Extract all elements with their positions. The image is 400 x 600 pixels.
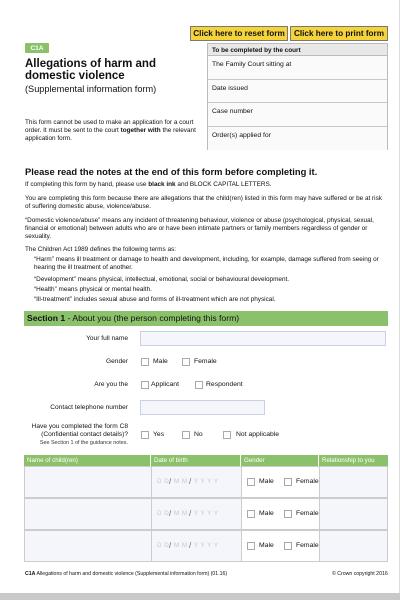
footer-copyright: © Crown copyright 2016 [332,571,388,577]
gender-female-label: Female [194,358,217,365]
court-field-sitting-at[interactable]: The Family Court sitting at [208,56,387,80]
respondent-checkbox[interactable] [195,381,203,389]
child-gender-female-label: Female [296,478,319,485]
child-gender-male-label: Male [259,510,274,517]
date-separator: / [169,541,172,550]
child-gender-cell [242,499,320,529]
phone-label: Contact telephone number [50,404,128,411]
hand-completion-note: If completing this form by hand, please use black ink and BLOCK CAPITAL LETTERS. [25,181,272,188]
intro-text: This form cannot be used to make an application for a court order. It must be sent to the court together with the relevant application form. [25,119,196,142]
child-gender-cell [242,467,320,497]
full-name-label: Your full name [86,335,128,342]
full-name-input[interactable] [140,331,386,346]
form-title: Allegations of harm and domestic violence [25,58,156,82]
dob-day[interactable]: D D [157,510,170,517]
c8-question-line2: (Confidential contact details)? [41,431,128,438]
dob-day[interactable]: D D [157,478,170,485]
c8-not-applicable-label: Not applicable [236,431,280,438]
col-header-relationship: Relationship to you [319,455,388,466]
child-gender-female-checkbox[interactable] [284,510,292,518]
child-name-input[interactable] [25,531,152,561]
notes-heading: Please read the notes at the end of this form before completing it. [25,166,318,177]
definition-development: “Development” means physical, intellectual, emotional, social or behavioural development. [34,276,290,283]
dob-month[interactable]: M M [174,478,188,485]
child-name-input[interactable] [25,467,152,497]
child-gender-male-label: Male [259,542,274,549]
child-gender-male-checkbox[interactable] [247,542,255,550]
dob-month[interactable]: M M [174,542,188,549]
gender-male-label: Male [153,358,168,365]
child-gender-cell [242,531,320,561]
child-gender-male-checkbox[interactable] [247,510,255,518]
gender-female-checkbox[interactable] [182,358,190,366]
child-gender-female-label: Female [296,542,319,549]
reset-form-button[interactable]: Click here to reset form [190,26,288,41]
section-1-heading: Section 1 - About you (the person completing this form) [24,311,388,326]
definition-harm: “Harm” means ill treatment or damage to health and development, including, for example, damage suffered from seeing or hearing the ill treatment of another. [34,256,379,271]
page-bottom-edge [0,593,400,600]
c8-yes-label: Yes [153,431,165,438]
respondent-label: Respondent [206,381,243,388]
col-header-dob: Date of birth [151,455,241,466]
c8-no-label: No [194,431,203,438]
date-separator: / [189,477,192,486]
col-header-name: Name of child(ren) [24,455,151,466]
footer-form-id: C1A Allegations of harm and domestic violence (Supplemental information form) (01.16) [25,571,228,577]
child-dob-field[interactable] [152,499,242,529]
court-use-box [207,43,388,150]
children-act-paragraph: The Children Act 1989 defines the following terms as: [25,246,176,253]
court-box-heading: To be completed by the court [208,44,387,56]
col-header-gender: Gender [241,455,319,466]
print-form-button[interactable]: Click here to print form [290,26,388,41]
gender-label: Gender [106,358,128,365]
court-field-case-number[interactable]: Case number [208,103,387,127]
child-gender-male-checkbox[interactable] [247,478,255,486]
child-name-input[interactable] [25,499,152,529]
child-gender-female-checkbox[interactable] [284,478,292,486]
definition-ill-treatment: “Ill-treatment” includes sexual abuse and forms of ill-treatment which are not physical. [34,296,276,303]
child-dob-field[interactable] [152,467,242,497]
date-separator: / [189,541,192,550]
dob-year[interactable]: Y Y Y Y [194,478,219,485]
child-gender-female-label: Female [296,510,319,517]
dob-day[interactable]: D D [157,542,170,549]
court-field-date-issued[interactable]: Date issued [208,80,387,104]
purpose-paragraph: You are completing this form because there are allegations that the child(ren) listed in this form may have suffered or be at risk of suffering domestic abuse, violence/abuse. [25,195,382,210]
are-you-label: Are you the [94,381,128,388]
c8-no-checkbox[interactable] [182,431,190,439]
applicant-checkbox[interactable] [141,381,149,389]
date-separator: / [189,509,192,518]
child-row [24,498,388,530]
child-gender-female-checkbox[interactable] [284,542,292,550]
child-relationship-input[interactable] [320,499,387,529]
gender-male-checkbox[interactable] [141,358,149,366]
c8-yes-checkbox[interactable] [141,431,149,439]
dob-month[interactable]: M M [174,510,188,517]
c8-guidance-note: See Section 1 of the guidance notes. [39,440,128,446]
child-row [24,466,388,498]
child-relationship-input[interactable] [320,531,387,561]
dob-year[interactable]: Y Y Y Y [194,510,219,517]
date-separator: / [169,509,172,518]
c8-not-applicable-checkbox[interactable] [223,431,231,439]
date-separator: / [169,477,172,486]
definition-paragraph: “Domestic violence/abuse” means any incident of threatening behaviour, violence or abuse (psychological, physical, sexual, financial or emotional) between adults who are or have been intimate partners or family members regardless of gender or sexuality. [25,217,374,240]
applicant-label: Applicant [151,381,179,388]
phone-input[interactable] [140,400,265,415]
court-field-orders[interactable]: Order(s) applied for [208,127,387,151]
child-gender-male-label: Male [259,478,274,485]
child-relationship-input[interactable] [320,467,387,497]
definition-health: “Health” means physical or mental health. [34,286,152,293]
c8-question-line1: Have you completed the form C8 [31,423,128,430]
form-code-badge: C1A [25,43,49,53]
form-subtitle: (Supplemental information form) [25,84,157,94]
child-dob-field[interactable] [152,531,242,561]
child-row [24,530,388,562]
dob-year[interactable]: Y Y Y Y [194,542,219,549]
